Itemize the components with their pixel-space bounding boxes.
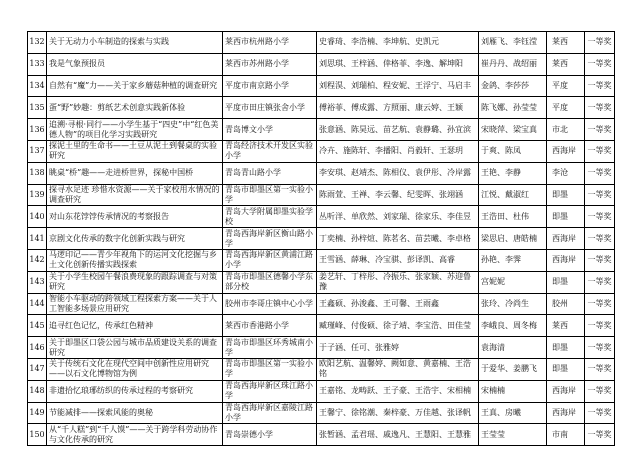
award-level-cell: 一等奖: [585, 32, 615, 54]
table-row: [28, 97, 615, 119]
award-level-cell: 一等奖: [585, 358, 615, 380]
student-names-cell: 傅裕菲、傅成露、方照丽、康云婷、王颖: [317, 97, 479, 119]
student-names-cell: 张意涵、陈昊远、苗艺航、袁静璐、孙宜滨: [317, 119, 479, 141]
student-names-cell: 刘思琪、王梓涵、倖格菲、李逸、解坤阳: [317, 53, 479, 75]
region-cell: 平度: [547, 97, 585, 119]
student-names-cell: 张暂涵、孟君瑶、戚逸凡、王慧阳、王慧雅: [317, 424, 479, 446]
table-row: [28, 380, 615, 402]
project-title-cell: 追溯·寻根·同行——小学生基于“四史”中“红色美德人物”的项目化学习实践研究: [47, 119, 223, 141]
row-number-cell: 141: [28, 228, 47, 250]
region-cell: 西海岸: [547, 380, 585, 402]
region-cell: 莱西: [547, 32, 585, 54]
project-title-cell: 关于无动力小车制造的探索与实践: [47, 32, 223, 54]
region-cell: 即墨: [547, 206, 585, 228]
student-names-cell: 李安琪、赵靖杰、陈相仪、袁伊彤、冷岸露: [317, 162, 479, 184]
teacher-names-cell: 于爱华、姜鹏飞: [479, 358, 547, 380]
school-name-cell: 青岛西海岸新区嘉陵江路小学: [223, 402, 317, 424]
student-names-cell: 欧阳艺航、温馨婷、阙如意、黄嘉楠、王浩铭: [317, 358, 479, 380]
project-title-cell: 节能减排——探索风能的奥秘: [47, 402, 223, 424]
award-level-cell: 一等奖: [585, 140, 615, 162]
row-number-cell: 142: [28, 249, 47, 271]
student-names-cell: 姜艺轩、丁梓彤、冷振乐、张家颖、苏迎鲁豫: [317, 271, 479, 293]
teacher-names-cell: 王艳、李静: [479, 162, 547, 184]
award-level-cell: 一等奖: [585, 293, 615, 315]
table-row: [28, 32, 615, 54]
region-cell: 莱西: [547, 53, 585, 75]
teacher-names-cell: 陈飞娜、孙莹莹: [479, 97, 547, 119]
project-title-cell: 自然有“魔”力——关于家乡蘑菇种植的调查研究: [47, 75, 223, 97]
teacher-names-cell: 袁海清: [479, 337, 547, 359]
school-name-cell: 胶州市李哥庄镇中心小学: [223, 293, 317, 315]
table-row: [28, 249, 615, 271]
student-names-cell: 史睿琦、李浩楠、李坤航、史凯元: [317, 32, 479, 54]
school-name-cell: 青岛青山路小学: [223, 162, 317, 184]
award-level-cell: 一等奖: [585, 75, 615, 97]
project-title-cell: 探寻水足迹 珍惜水资源——关于家校用水情况的调查研究: [47, 184, 223, 206]
row-number-cell: 150: [28, 424, 47, 446]
teacher-names-cell: 梁思启、唐皓楠: [479, 228, 547, 250]
region-cell: 西海岸: [547, 228, 585, 250]
award-level-cell: 一等奖: [585, 424, 615, 446]
table-row: [28, 424, 615, 446]
row-number-cell: 134: [28, 75, 47, 97]
teacher-names-cell: 宋晓萍、梁宝真: [479, 119, 547, 141]
table-row: [28, 402, 615, 424]
award-level-cell: 一等奖: [585, 184, 615, 206]
region-cell: 西海岸: [547, 402, 585, 424]
table-row: [28, 315, 615, 337]
project-title-cell: 非遗拾忆琅琊纺织的传承过程的考察研究: [47, 380, 223, 402]
project-title-cell: 蛋“野”妙趣：剪纸艺术创意实践新体验: [47, 97, 223, 119]
project-title-cell: 智能小车驱动的跨领域工程探索方案——关于人工智能多场景应用研究: [47, 293, 223, 315]
teacher-names-cell: 王真、房曦: [479, 402, 547, 424]
award-level-cell: 一等奖: [585, 53, 615, 75]
award-level-cell: 一等奖: [585, 206, 615, 228]
award-level-cell: 一等奖: [585, 271, 615, 293]
school-name-cell: 青岛市即墨区第一实验小学: [223, 184, 317, 206]
region-cell: 西海岸: [547, 249, 585, 271]
award-table-body: [28, 32, 615, 446]
teacher-names-cell: 李峨良、周冬梅: [479, 315, 547, 337]
row-number-cell: 136: [28, 119, 47, 141]
student-names-cell: 王馨宁、徐铭潮、秦梓豪、万佳越、张译帆: [317, 402, 479, 424]
student-names-cell: 陈雨萱、王禅、李云馨、纪雯晖、张翊涵: [317, 184, 479, 206]
school-name-cell: 青岛崇德小学: [223, 424, 317, 446]
school-name-cell: 青岛经济技术开发区实验小学: [223, 140, 317, 162]
award-level-cell: 一等奖: [585, 119, 615, 141]
student-names-cell: 于子涵、任可、张雅婷: [317, 337, 479, 359]
student-names-cell: 丁奕楠、孙梓煊、陈茗名、苗芸曦、李卓格: [317, 228, 479, 250]
student-names-cell: 王雪涵、薛琳、冷宝骐、彭译凯、高睿: [317, 249, 479, 271]
teacher-names-cell: 宋楠楠: [479, 380, 547, 402]
region-cell: 胶州: [547, 293, 585, 315]
row-number-cell: 147: [28, 358, 47, 380]
project-title-cell: 我是气象预报员: [47, 53, 223, 75]
project-title-cell: 探泥土里的生命书——土豆从泥土到餐桌的实验研究: [47, 140, 223, 162]
region-cell: 莱西: [547, 315, 585, 337]
region-cell: 市南: [547, 424, 585, 446]
student-names-cell: 臧瑾峰、付俊硕、徐子靖、李宝浩、田佳莹: [317, 315, 479, 337]
school-name-cell: 莱西市苏州路小学: [223, 53, 317, 75]
project-title-cell: 对山东花饽饽传承情况的考察报告: [47, 206, 223, 228]
award-level-cell: 一等奖: [585, 380, 615, 402]
school-name-cell: 青岛西海岸新区珠江路小学: [223, 380, 317, 402]
region-cell: 西海岸: [547, 140, 585, 162]
school-name-cell: 青岛大学附属即墨实验学校: [223, 206, 317, 228]
student-names-cell: 刘程淏、刘瑞柏、程安妮、王浮宁、马启丰: [317, 75, 479, 97]
school-name-cell: 莱西市香港路小学: [223, 315, 317, 337]
table-row: [28, 293, 615, 315]
row-number-cell: 139: [28, 184, 47, 206]
project-title-cell: 追寻红色记忆，传承红色精神: [47, 315, 223, 337]
table-row: [28, 140, 615, 162]
row-number-cell: 148: [28, 380, 47, 402]
region-cell: 即墨: [547, 184, 585, 206]
table-row: [28, 271, 615, 293]
student-names-cell: 王嘉铭、龙畴跃、王子豪、王浩宇、宋相楠: [317, 380, 479, 402]
row-number-cell: 135: [28, 97, 47, 119]
region-cell: 李沧: [547, 162, 585, 184]
project-title-cell: 关于即墨区口袋公园与城市品质建设关系的调查研究: [47, 337, 223, 359]
table-row: [28, 75, 615, 97]
school-name-cell: 青岛西海岸新区衡山路小学: [223, 228, 317, 250]
region-cell: 即墨: [547, 271, 585, 293]
student-names-cell: 王鑫硕、孙浚鑫、王可馨、王雨鑫: [317, 293, 479, 315]
award-level-cell: 一等奖: [585, 97, 615, 119]
teacher-names-cell: 刘雁飞、李钰滢: [479, 32, 547, 54]
row-number-cell: 146: [28, 337, 47, 359]
table-row: [28, 228, 615, 250]
project-title-cell: 关于小学生校园午餐浪费现象的跟踪调查与对策研究: [47, 271, 223, 293]
row-number-cell: 145: [28, 315, 47, 337]
award-level-cell: 一等奖: [585, 228, 615, 250]
row-number-cell: 133: [28, 53, 47, 75]
project-title-cell: 从“千人糕”到“千人馍”——关于跨学科劳动协作与文化传承的研究: [47, 424, 223, 446]
table-row: [28, 337, 615, 359]
project-title-cell: 眺桌“桥”趣——走进桥世界，探秘中国桥: [47, 162, 223, 184]
award-list-table: [27, 31, 615, 446]
student-names-cell: 冷卉、施陈轩、李播阳、肖毅轩、王瑟玥: [317, 140, 479, 162]
region-cell: 即墨: [547, 358, 585, 380]
table-row: [28, 53, 615, 75]
award-level-cell: 一等奖: [585, 337, 615, 359]
award-level-cell: 一等奖: [585, 249, 615, 271]
region-cell: 即墨: [547, 337, 585, 359]
project-title-cell: 关于传统石文化在现代空间中创新性应用研究——以石文化博物馆为例: [47, 358, 223, 380]
table-row: [28, 119, 615, 141]
table-row: [28, 184, 615, 206]
school-name-cell: 青岛市即墨区环秀城南小学: [223, 337, 317, 359]
award-level-cell: 一等奖: [585, 162, 615, 184]
student-names-cell: 丛听洋、单欣然、刘家瑞、徐家乐、李佳昱: [317, 206, 479, 228]
school-name-cell: 青岛西海岸新区黄浦江路小学: [223, 249, 317, 271]
school-name-cell: 青岛市即墨区第一实验小学: [223, 358, 317, 380]
school-name-cell: 平度市南京路小学: [223, 75, 317, 97]
table-row: [28, 206, 615, 228]
teacher-names-cell: 张玲、冷尚生: [479, 293, 547, 315]
teacher-names-cell: 崔丹丹、战绍丽: [479, 53, 547, 75]
teacher-names-cell: 宫妮妮: [479, 271, 547, 293]
row-number-cell: 132: [28, 32, 47, 54]
row-number-cell: 137: [28, 140, 47, 162]
school-name-cell: 青岛博文小学: [223, 119, 317, 141]
row-number-cell: 144: [28, 293, 47, 315]
teacher-names-cell: 江悦、戴淑红: [479, 184, 547, 206]
school-name-cell: 平度市田庄镇张舍小学: [223, 97, 317, 119]
table-row: [28, 358, 615, 380]
award-level-cell: 一等奖: [585, 402, 615, 424]
school-name-cell: 莱西市杭州路小学: [223, 32, 317, 54]
row-number-cell: 138: [28, 162, 47, 184]
teacher-names-cell: 王莹莹: [479, 424, 547, 446]
region-cell: 市北: [547, 119, 585, 141]
teacher-names-cell: 于爽、陈凤: [479, 140, 547, 162]
award-level-cell: 一等奖: [585, 315, 615, 337]
row-number-cell: 149: [28, 402, 47, 424]
school-name-cell: 青岛市即墨区德馨小学东部分校: [223, 271, 317, 293]
project-title-cell: 京剧文化传承的数字化创新实践与研究: [47, 228, 223, 250]
table-row: [28, 162, 615, 184]
row-number-cell: 143: [28, 271, 47, 293]
project-title-cell: 马逻印记——青少年视角下的运河文化挖掘与乡土文化创新传播实践探索: [47, 249, 223, 271]
teacher-names-cell: 王浩田、杜伟: [479, 206, 547, 228]
teacher-names-cell: 孙艳、李霁: [479, 249, 547, 271]
teacher-names-cell: 金鸽、李莎莎: [479, 75, 547, 97]
row-number-cell: 140: [28, 206, 47, 228]
region-cell: 平度: [547, 75, 585, 97]
